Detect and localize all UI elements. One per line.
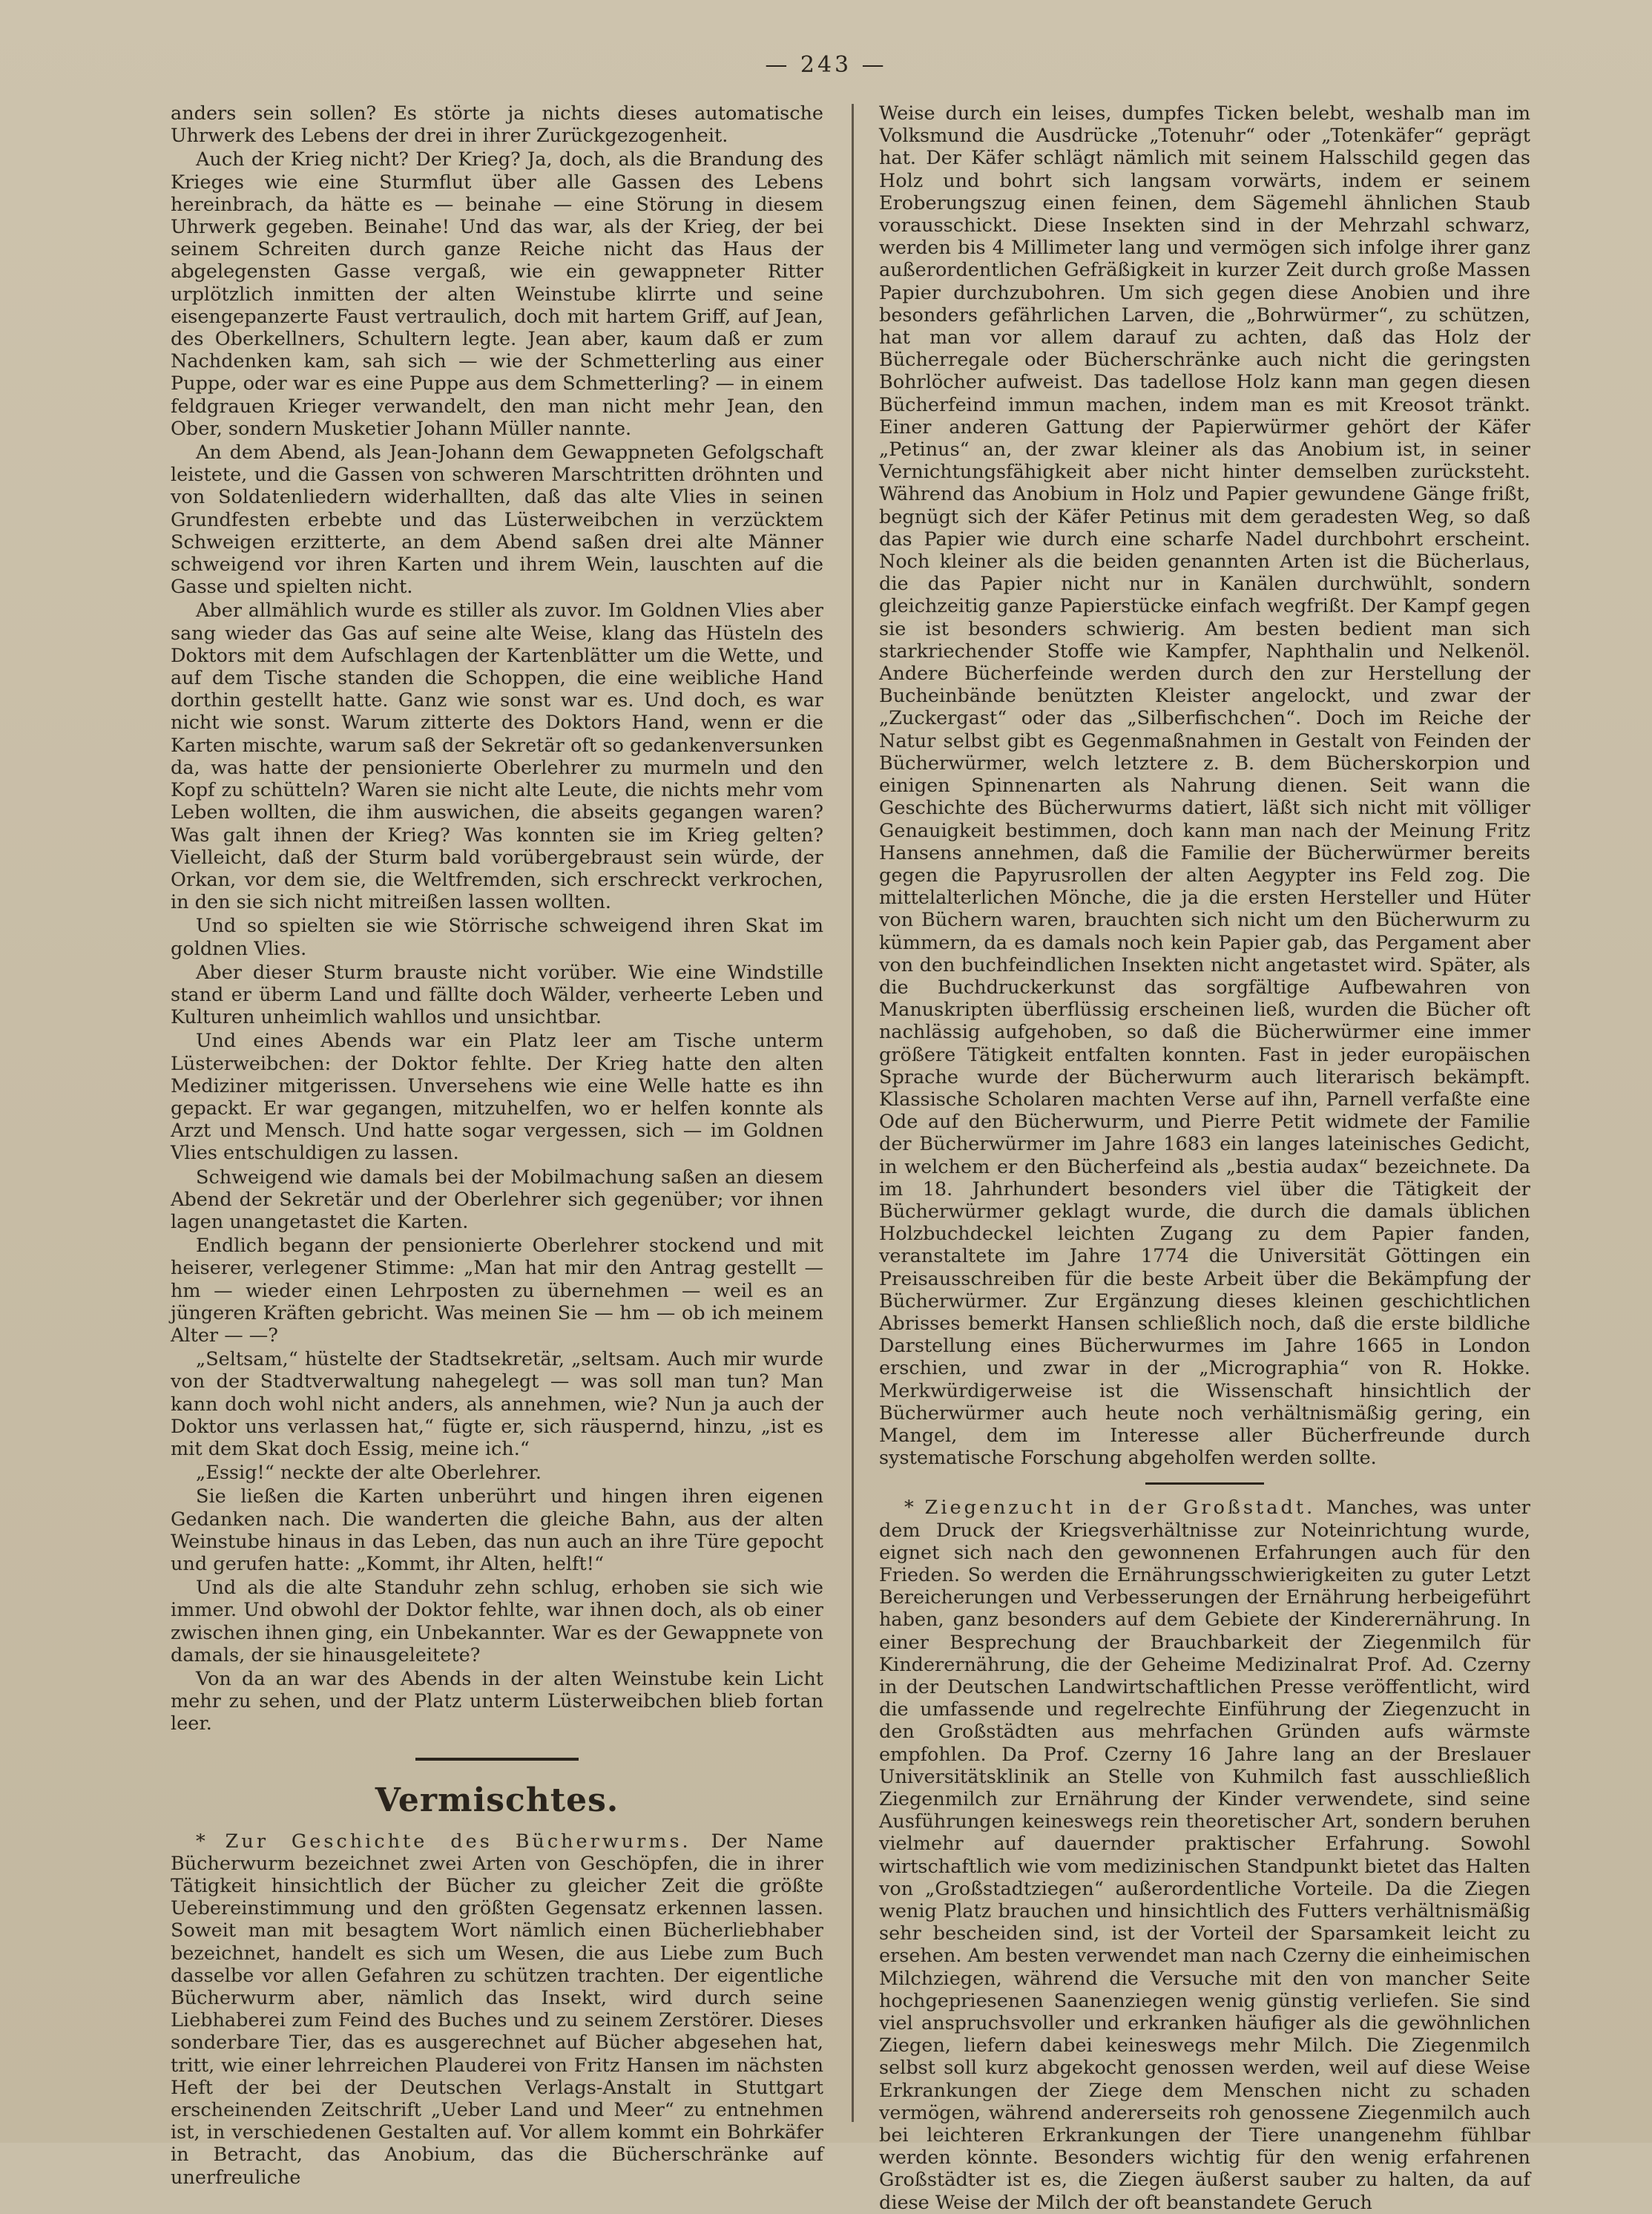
left-column (171, 102, 824, 2189)
section-heading: Vermischtes. (375, 1781, 619, 1819)
article-goat-breeding: * Ziegenzucht in der Großstadt. Manches, was unter dem Druck der Kriegsverhältnisse zur Noteinrichtung wurde, eignet sich nach den gewonnenen Erfahrungen auch für den Frieden. So werden die Ernährungsschwierigkeiten zu guter Letzt Bereicherungen und Verbesserungen der Ernährung herbeigeführt haben, ganz besonders auf dem Gebiete der Kinderernährung. In einer Besprechung der Brauchbarkeit der Ziegenmilch für Kinderernährung, die der Geheime Medizinalrat Prof. Ad. Czerny in der Deutschen Landwirtschaftlichen Presse veröffentlicht, wird die umfassende und regelrechte Einführung der Ziegenzucht in den Großstädten aus mehrfachen Gründen aufs wärmste empfohlen. Da Prof. Czerny 16 Jahre lang an der Breslauer Universitätsklinik an Stelle von Kuhmilch fast ausschließlich Ziegenmilch zur Ernährung der Kinder verwendete, sind seine Ausführungen keineswegs rein theoretischer Art, sondern beruhen vielmehr auf dauernder praktischer Erfahrung. Sowohl wirtschaftlich wie vom medizinischen Standpunkt bietet das Halten von „Großstadtziegen“ außerordentliche Vorteile. Da die Ziegen wenig Platz brauchen und hinsichtlich des Futters verhältnismäßig sehr bescheiden sind, ist der Vorteil der Sparsamkeit leicht zu ersehen. Am besten verwendet man nach Czerny die einheimischen Milchziegen, während die Versuche mit den von mancher Seite hochgepriesenen Saanenziegen wenig günstig verliefen. Sie sind viel anspruchsvoller und erkranken häufiger als die gewöhnlichen Ziegen, liefern dabei keineswegs mehr Milch. Die Ziegenmilch selbst soll kurz abgekocht genossen werden, weil auf diese Weise Erkrankungen der Ziege dem Menschen nicht zu schaden vermögen, während andererseits roh genossene Ziegenmilch auch bei leichteren Erkrankungen der Tiere unangenehm fühlbar werden könnte. Besonders wichtig für den wenig erfahrenen Großstädter ist es, die Ziegen äußerst sauber zu halten, da auf diese Weise der Milch der oft beanstandete Geruch (879, 1497, 1530, 2214)
story-paragraph: „Essig!“ neckte der alte Oberlehrer. (196, 1462, 542, 1485)
story-paragraph: Schweigend wie damals bei der Mobilmachung saßen an diesem Abend der Sekretär und der Oberlehrer sich gegenüber; vor ihnen lagen unangetastet die Karten. (171, 1166, 823, 1233)
story-paragraph: An dem Abend, als Jean-Johann dem Gewappneten Gefolgschaft leistete, und die Gassen von schweren Marschtritten dröhnten und von Soldatenliedern widerhallten, daß das alte Vlies in seinen Grundfesten erbebte und das Lüsterweibchen in verzücktem Schweigen erzitterte, an dem Abend saßen drei alte Männer schweigend vor ihren Karten und ihrem Wein, lauschten auf die Gasse und spielten nicht. (171, 441, 823, 599)
story-paragraph: Und eines Abends war ein Platz leer am Tische unterm Lüsterweibchen: der Doktor fehlte. Der Krieg hatte den alten Mediziner mitgerissen. Unversehens wie eine Welle hatte es ihn gepackt. Er war gegangen, mitzuhelfen, wo er helfen konnte als Arzt und Mensch. Und hatte sogar vergessen, sich — im Goldnen Vlies entschuldigen zu lassen. (171, 1030, 823, 1165)
section-divider (415, 1758, 579, 1761)
article-body: Der Name Bücherwurm bezeichnet zwei Arten von Geschöpfen, die in ihrer Tätigkeit hinsichtlich der Bücher zu gleicher Zeit die größte Uebereinstimmung und den größten Gegensatz erkennen lassen. Soweit man mit besagtem Wort nämlich einen Bücherliebhaber bezeichnet, handelt es sich um Wesen, die aus Liebe zum Buch dasselbe vor allen Gefahren zu schützen trachten. Der eigentliche Bücherwurm aber, nämlich das Insekt, wird durch seine Liebhaberei zum Feind des Buches und zu seinem Zerstörer. Dieses sonderbare Tier, das es ausgerechnet auf Bücher abgesehen hat, tritt, wie einer lehrreichen Plauderei von Fritz Hansen im nächsten Heft der bei der Deutschen Verlags-Anstalt in Stuttgart erscheinenden Zeitschrift „Ueber Land und Meer“ zu entnehmen ist, in verschiedenen Gestalten auf. Vor allem kommt ein Bohrkäfer in Betracht, das Anobium, das die Bücherschränke auf unerfreuliche (171, 1830, 824, 2189)
page-number: — 243 — (765, 52, 887, 78)
column-divider (852, 104, 854, 2122)
story-paragraph: Und so spielten sie wie Störrische schweigend ihren Skat im goldnen Vlies. (171, 915, 823, 960)
article-body: Manches, was unter dem Druck der Kriegsverhältnisse zur Noteinrichtung wurde, eignet sich nach den gewonnenen Erfahrungen auch für den Frieden. So werden die Ernährungsschwierigkeiten zu guter Letzt Bereicherungen und Verbesserungen der Ernährung herbeigeführt haben, ganz besonders auf dem Gebiete der Kinderernährung. In einer Besprechung der Brauchbarkeit der Ziegenmilch für Kinderernährung, die der Geheime Medizinalrat Prof. Ad. Czerny in der Deutschen Landwirtschaftlichen Presse veröffentlicht, wird die umfassende und regelrechte Einführung der Ziegenzucht in den Großstädten aus mehrfachen Gründen aufs wärmste empfohlen. Da Prof. Czerny 16 Jahre lang an der Breslauer Universitätsklinik an Stelle von Kuhmilch fast ausschließlich Ziegenmilch zur Ernährung der Kinder verwendete, sind seine Ausführungen keineswegs rein theoretischer Art, sondern beruhen vielmehr auf dauernder praktischer Erfahrung. Sowohl wirtschaftlich wie vom medizinischen Standpunkt bietet das Halten von „Großstadtziegen“ außerordentliche Vorteile. Da die Ziegen wenig Platz brauchen und hinsichtlich des Futters verhältnismäßig sehr bescheiden sind, ist der Vorteil der Sparsamkeit leicht zu ersehen. Am besten verwendet man nach Czerny die einheimischen Milchziegen, während die Versuche mit den von mancher Seite hochgepriesenen Saanenziegen wenig günstig verliefen. Sie sind viel anspruchsvoller und erkranken häufiger als die gewöhnlichen Ziegen, liefern dabei keineswegs mehr Milch. Die Ziegenmilch selbst soll kurz abgekocht genossen werden, weil auf diese Weise Erkrankungen der Ziege dem Menschen nicht zu schaden vermögen, während andererseits roh genossene Ziegenmilch auch bei leichteren Erkrankungen der Tiere unangenehm fühlbar werden könnte. Besonders wichtig für den wenig erfahrenen Großstädter ist es, die Ziegen äußerst sauber zu halten, da auf diese Weise der Milch der oft beanstandete Geruch (879, 1497, 1530, 2214)
item-divider (1145, 1482, 1264, 1485)
story-paragraph: „Seltsam,“ hüstelte der Stadtsekretär, „seltsam. Auch mir wurde von der Stadtverwaltung nahegelegt — was soll man tun? Man kann doch wohl nicht anders, als annehmen, wie? Nun ja auch der Doktor uns verlassen hat,“ fügte er, sich räuspernd, hinzu, „ist es mit dem Skat doch Essig, meine ich.“ (171, 1348, 823, 1460)
story-paragraph: Endlich begann der pensionierte Oberlehrer stockend und mit heiserer, verlegener Stimme: „Man hat mir den Antrag gestellt — hm — wieder einen Lehrposten zu übernehmen — weil es an jüngeren Kräften gebricht. Was meinen Sie — hm — ob ich meinem Alter — —? (171, 1235, 823, 1347)
story-paragraph: Und als die alte Standuhr zehn schlug, erhoben sie sich wie immer. Und obwohl der Doktor fehlte, war ihnen doch, als ob einer zwischen ihnen ging, ein Unbekannter. War es der Gewappnete von damals, der sie hinausgeleitete? (171, 1577, 823, 1666)
story-paragraph: Aber dieser Sturm brauste nicht vorüber. Wie eine Windstille stand er überm Land und fällte doch Wälder, verheerte Leben und Kulturen unheimlich wahllos und unsichtbar. (171, 961, 823, 1029)
story-paragraph: anders sein sollen? Es störte ja nichts dieses automatische Uhrwerk des Lebens der drei in ihrer Zurückgezogenheit. (171, 102, 823, 148)
story-paragraph: Auch der Krieg nicht? Der Krieg? Ja, doch, als die Brandung des Krieges wie eine Sturmflut über alle Gassen des Lebens hereinbrach, da hätte es — beinahe — eine Störung in diesem Uhrwerk gegeben. Beinahe! Und das war, als der Krieg, der bei seinem Schreiten durch ganze Reiche nicht das Haus der abgelegensten Gasse vergaß, wie ein gewappneter Ritter urplötzlich inmitten der alten Weinstube klirrte und seine eisengepanzerte Faust vertraulich, doch mit hartem Griff, auf Jean, des Oberkellners, Schultern legte. Jean aber, kaum daß er zum Nachdenken kam, sah sich — wie der Schmetterling aus einer Puppe, oder war es eine Puppe aus dem Schmetterling? — in einem feldgrauen Krieger verwandelt, den man nicht mehr Jean, den Ober, sondern Musketier Johann Müller nannte. (171, 148, 823, 440)
article-continuation: Weise durch ein leises, dumpfes Ticken belebt, weshalb man im Volksmund die Ausdrücke „Totenuhr“ oder „Totenkäfer“ geprägt hat. Der Käfer schlägt nämlich mit seinem Halsschild gegen das Holz und bohrt sich langsam vorwärts, indem er seinem Eroberungszug einen feinen, dem Sägemehl ähnlichen Staub vorausschickt. Diese Insekten sind in der Mehrzahl schwarz, werden bis 4 Millimeter lang und vermögen sich infolge ihrer ganz außerordentlichen Gefräßigkeit in kurzer Zeit durch große Massen Papier durchzubohren. Um sich gegen diese Anobien und ihre besonders gefährlichen Larven, die „Bohrwürmer“, zu schützen, hat man vor allem darauf zu achten, daß das Holz der Bücherregale oder Bücherschränke auch nicht die geringsten Bohrlöcher aufweist. Das tadellose Holz kann man gegen diesen Bücherfeind immun machen, indem man es mit Kreosot tränkt. Einer anderen Gattung der Papierwürmer gehört der Käfer „Petinus“ an, der zwar kleiner als das Anobium ist, in seiner Vernichtungsfähigkeit aber nicht hinter demselben zurücksteht. Während das Anobium in Holz und Papier gewundene Gänge frißt, begnügt sich der Käfer Petinus mit dem geradesten Weg, so daß das Papier wie durch eine scharfe Nadel durchbohrt erscheint. Noch kleiner als die beiden genannten Arten ist die Bücherlaus, die das Papier nicht nur in Kanälen durchwühlt, sondern gleichzeitig ganze Papierstücke einfach wegfrißt. Der Kampf gegen sie ist besonders schwierig. Am besten bedient man sich starkriechender Stoffe wie Kampfer, Naphthalin und Nelkenöl. Andere Bücherfeinde werden durch den zur Herstellung der Bucheinbände benützten Kleister angelockt, und zwar der „Zuckergast“ oder das „Silberfischchen“. Doch im Reiche der Natur selbst gibt es Gegenmaßnahmen in Gestalt von Feinden der Bücherwürmer, welch letztere z. B. dem Bücherskorpion und einigen Spinnenarten als Nahrung dienen. Seit wann die Geschichte des Bücherwurms datiert, läßt sich nicht mit völliger Genauigkeit bestimmen, doch kann man nach der Meinung Fritz Hansens annehmen, daß die Familie der Bücherwürmer bereits gegen die Papyrusrollen der alten Aegypter ins Feld zog. Die mittelalterlichen Mönche, die ja die ersten Hersteller und Hüter von Büchern waren, brauchten sich nicht um den Bücherwurm zu kümmern, da es damals noch kein Papier gab, das Pergament aber von den buchfeindlichen Insekten nicht angetastet wird. Später, als die Buchdruckerkunst das sorgfältige Aufbewahren von Manuskripten überflüssig erscheinen ließ, wurden die Bücher oft nachlässig aufgehoben, so daß die Bücherwürmer eine immer größere Tätigkeit entfalten konnten. Fast in jeder europäischen Sprache wurde der Bücherwurm auch literarisch bekämpft. Klassische Scholaren machten Verse auf ihn, Parnell verfaßte eine Ode auf den Bücherwurm, und Pierre Petit widmete der Familie der Bücherwürmer im Jahre 1683 ein langes lateinisches Gedicht, in welchem er den Bücherfeind als „bestia audax“ bezeichnete. Da im 18. Jahrhundert besonders viel über die Tätigkeit der Bücherwürmer geklagt wurde, die durch die damals üblichen Holzbuchdeckel leichten Zugang zu dem Papier fanden, veranstaltete im Jahre 1774 die Universität Göttingen ein Preisausschreiben für die beste Arbeit über die Bekämpfung der Bücherwürmer. Zur Ergänzung dieses kleinen geschichtlichen Abrisses bemerkt Hansen schließlich noch, daß die erste bildliche Darstellung eines Bücherwurmes im Jahre 1665 in London erschien, und zwar in der „Micrographia“ von R. Hokke. Merkwürdigerweise ist die Wissenschaft hinsichtlich der Bücherwürmer auch heute noch verhältnismäßig gering, ein Mangel, dem im Interesse aller Bücherfreunde durch systematische Forschung abgeholfen werden sollte. (879, 102, 1530, 1470)
article-bookworm: * Zur Geschichte des Bücherwurms. Der Name Bücherwurm bezeichnet zwei Arten von Geschöpfen, die in ihrer Tätigkeit hinsichtlich der Bücher zu gleicher Zeit die größte Uebereinstimmung und den größten Gegensatz erkennen lassen. Soweit man mit besagtem Wort nämlich einen Bücherliebhaber bezeichnet, handelt es sich um Wesen, die aus Liebe zum Buch dasselbe vor allen Gefahren zu schützen trachten. Der eigentliche Bücherwurm aber, nämlich das Insekt, wird durch seine Liebhaberei zum Feind des Buches und zu seinem Zerstörer. Dieses sonderbare Tier, das es ausgerechnet auf Bücher abgesehen hat, tritt, wie einer lehrreichen Plauderei von Fritz Hansen im nächsten Heft der bei der Deutschen Verlags-Anstalt in Stuttgart erscheinenden Zeitschrift „Ueber Land und Meer“ zu entnehmen ist, in verschiedenen Gestalten auf. Vor allem kommt ein Bohrkäfer in Betracht, das Anobium, das die Bücherschränke auf unerfreuliche (171, 1830, 824, 2189)
story-paragraph: Sie ließen die Karten unberührt und hingen ihren eigenen Gedanken nach. Die wanderten die gleiche Bahn, aus der alten Weinstube hinaus in das Leben, das nun auch an ihre Türe gepocht und gerufen hatte: „Kommt, ihr Alten, helft!“ (171, 1485, 823, 1575)
article-title: Ziegenzucht in der Großstadt. (924, 1497, 1316, 1520)
right-column (879, 102, 1530, 2214)
story-paragraph: Aber allmählich wurde es stiller als zuvor. Im Goldnen Vlies aber sang wieder das Gas auf seine alte Weise, klang das Hüsteln des Doktors mit dem Aufschlagen der Kartenblätter um die Wette, und auf dem Tische standen die Schoppen, die eine weibliche Hand dorthin gestellt hatte. Ganz wie sonst war es. Und doch, es war nicht wie sonst. Warum zitterte des Doktors Hand, wenn er die Karten mischte, warum saß der Sekretär oft so gedankenversunken da, was hatte der pensionierte Oberlehrer zu murmeln und den Kopf zu schütteln? Waren sie nicht alte Leute, die nichts mehr vom Leben wollten, die ihm auswichen, die abseits gegangen waren? Was galt ihnen der Krieg? Was konnten sie im Krieg gelten? Vielleicht, daß der Sturm bald vorübergebraust sein würde, der Orkan, vor dem sie, die Weltfremden, sich erschreckt verkrochen, in den sie sich nicht mitreißen lassen wollten. (171, 600, 823, 914)
story-paragraph: Von da an war des Abends in der alten Weinstube kein Licht mehr zu sehen, und der Platz unterm Lüsterweibchen blieb fortan leer. (171, 1668, 823, 1735)
article-title: Zur Geschichte des Bücherwurms. (225, 1830, 691, 1853)
